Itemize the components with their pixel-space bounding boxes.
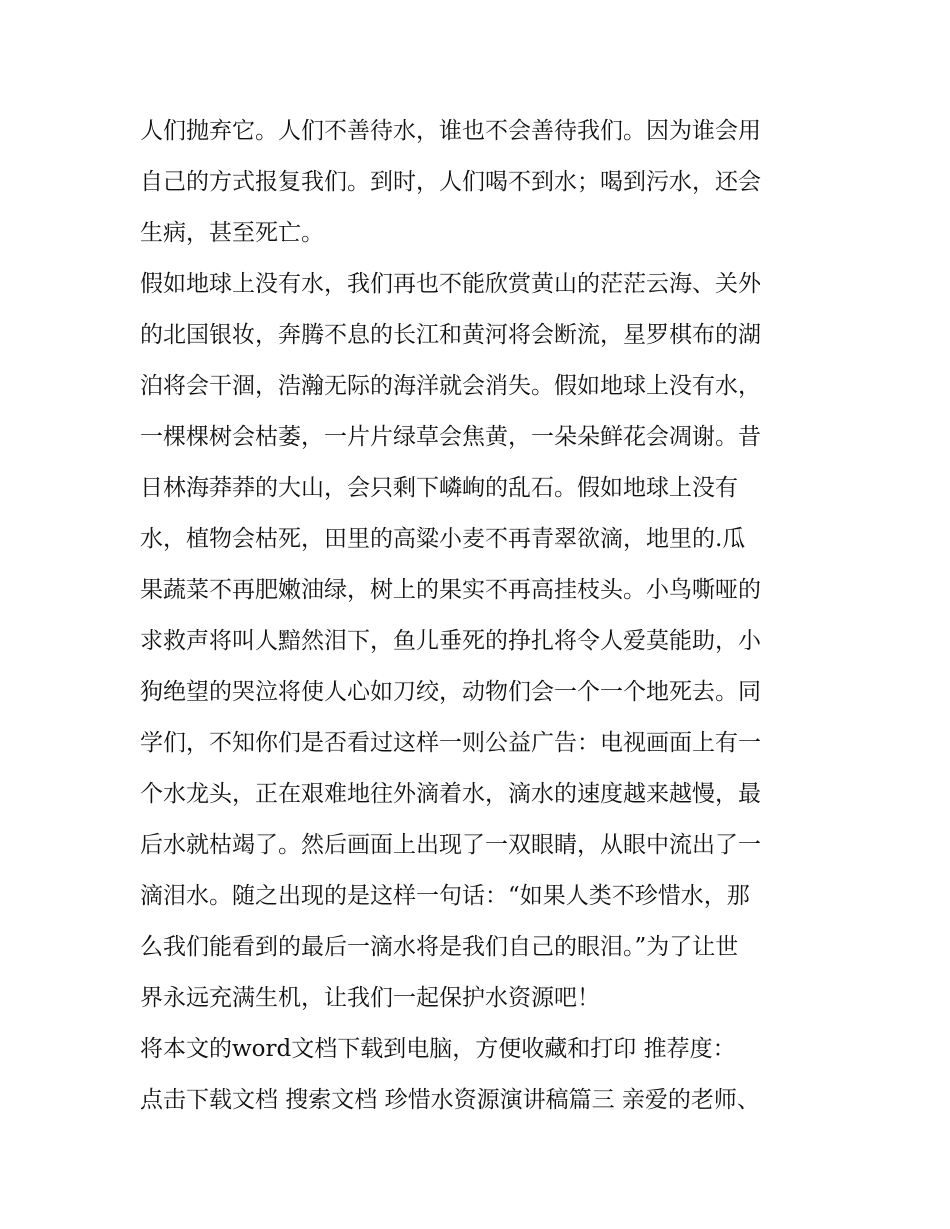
text-line: 求救声将叫人黯然泪下，鱼儿垂死的挣扎将令人爱莫能助，小 — [140, 628, 761, 654]
text-line: 一棵棵树会枯萎，一片片绿草会焦黄，一朵朵鲜花会凋谢。昔 — [140, 424, 761, 450]
text-line: 学们，不知你们是否看过这样一则公益广告：电视画面上有一 — [140, 730, 761, 756]
document-body — [140, 106, 820, 1126]
download-prompt-line: 将本文的word文档下载到电脑，方便收藏和打印 推荐度： — [140, 1036, 736, 1062]
text-line: 的北国银妆，奔腾不息的长江和黄河将会断流，星罗棋布的湖 — [140, 322, 761, 348]
text-line: 泊将会干涸，浩瀚无际的海洋就会消失。假如地球上没有水， — [140, 373, 761, 399]
text-line: 假如地球上没有水，我们再也不能欣赏黄山的茫茫云海、关外 — [140, 271, 761, 297]
text-line: 个水龙头，正在艰难地往外滴着水，滴水的速度越来越慢，最 — [140, 781, 761, 807]
text-line: 自己的方式报复我们。到时，人们喝不到水；喝到污水，还会 — [140, 169, 761, 195]
text-line: 人们抛弃它。人们不善待水，谁也不会善待我们。因为谁会用 — [140, 118, 761, 144]
text-line: 狗绝望的哭泣将使人心如刀绞，动物们会一个一个地死去。同 — [140, 679, 761, 705]
text-line: 日林海莽莽的大山，会只剩下嶙峋的乱石。假如地球上没有 — [140, 475, 738, 501]
text-line: 后水就枯竭了。然后画面上出现了一双眼睛，从眼中流出了一 — [140, 832, 761, 858]
text-line: 界永远充满生机，让我们一起保护水资源吧！ — [140, 985, 600, 1011]
download-links-line: 点击下载文档 搜索文档 珍惜水资源演讲稿篇三 亲爱的老师、 — [140, 1087, 760, 1113]
text-line: 生病，甚至死亡。 — [140, 220, 324, 246]
text-line: 果蔬菜不再肥嫩油绿，树上的果实不再高挂枝头。小鸟嘶哑的 — [140, 577, 761, 603]
text-line: 水，植物会枯死，田里的高粱小麦不再青翠欲滴，地里的.瓜 — [140, 526, 746, 552]
text-line: 么我们能看到的最后一滴水将是我们自己的眼泪。”为了让世 — [140, 934, 739, 960]
text-line: 滴泪水。随之出现的是这样一句话：“如果人类不珍惜水，那 — [140, 883, 750, 909]
